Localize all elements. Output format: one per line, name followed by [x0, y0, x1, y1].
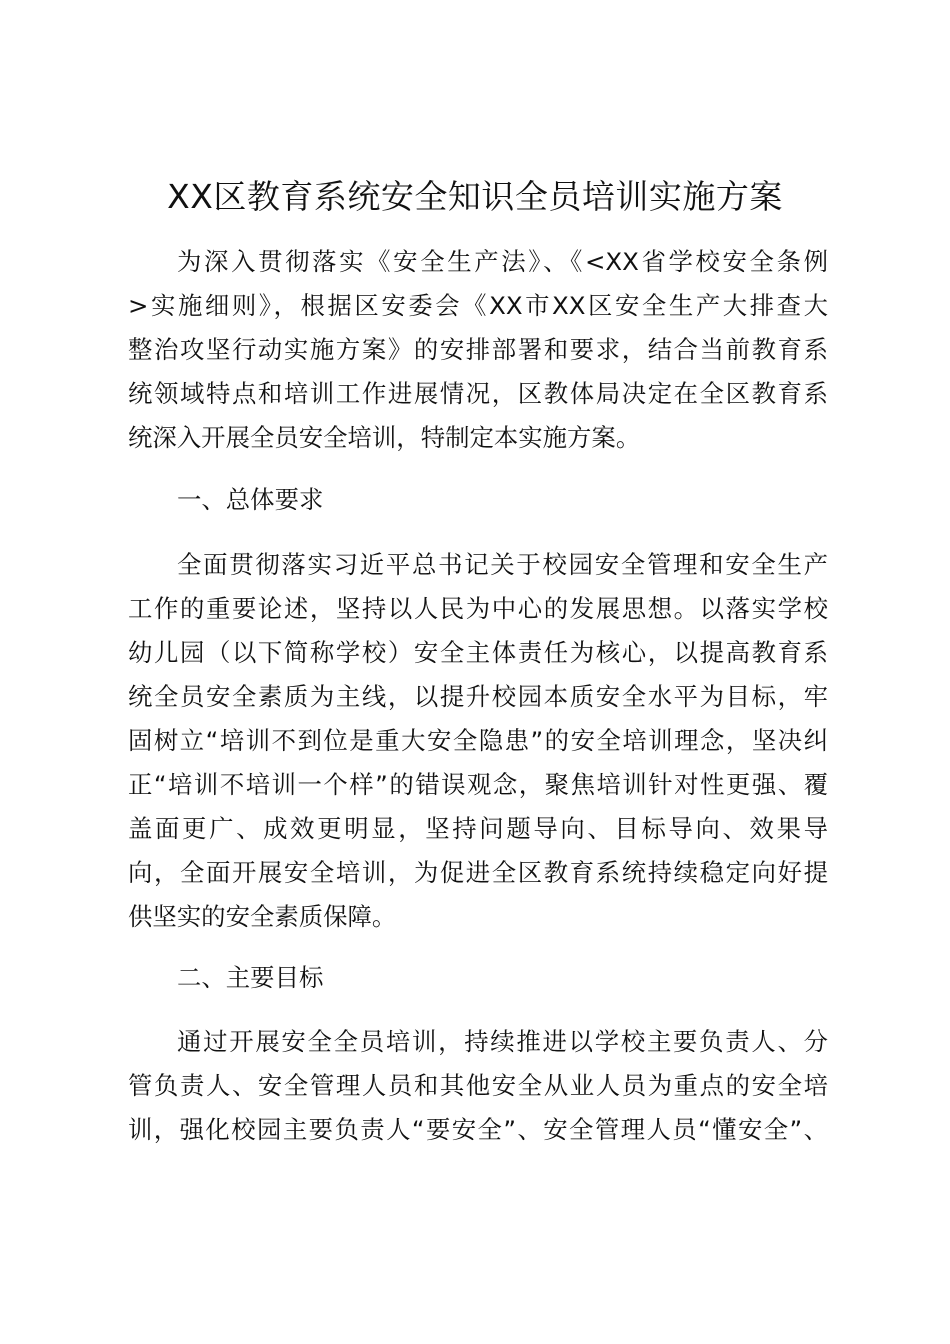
document-title: XX区教育系统安全知识全员培训实施方案 [167, 177, 783, 216]
section-heading-main-goals: 二、主要目标 [177, 963, 324, 992]
paragraph-line: 训，强化校园主要负责人“要安全”、安全管理人员“懂安全”、 [128, 1115, 828, 1144]
paragraph-line: 盖面更广、成效更明显，坚持问题导向、目标导向、效果导 [128, 814, 828, 843]
paragraph-line: 整治攻坚行动实施方案》的安排部署和要求，结合当前教育系 [128, 335, 828, 364]
paragraph-line: >实施细则》，根据区安委会《XX市XX区安全生产大排查大 [128, 291, 828, 320]
paragraph-line: 为深入贯彻落实《安全生产法》、《<XX省学校安全条例 [177, 247, 828, 276]
paragraph-line: 统领域特点和培训工作进展情况，区教体局决定在全区教育系 [128, 379, 828, 408]
paragraph-line: 供坚实的安全素质保障。 [128, 902, 397, 931]
paragraph-line: 统深入开展全员安全培训，特制定本实施方案。 [128, 423, 641, 452]
paragraph-line: 幼儿园（以下简称学校）安全主体责任为核心，以提高教育系 [128, 638, 828, 667]
paragraph-line: 管负责人、安全管理人员和其他安全从业人员为重点的安全培 [128, 1071, 828, 1100]
section-heading-general-requirements: 一、总体要求 [177, 485, 324, 514]
paragraph-line: 统全员安全素质为主线，以提升校园本质安全水平为目标，牢 [128, 682, 828, 711]
paragraph-line: 工作的重要论述，坚持以人民为中心的发展思想。以落实学校 [128, 594, 828, 623]
general-requirements-paragraph [128, 543, 828, 939]
paragraph-line: 正“培训不培训一个样”的错误观念，聚焦培训针对性更强、覆 [128, 770, 828, 799]
intro-paragraph [128, 240, 828, 460]
paragraph-line: 固树立“培训不到位是重大安全隐患”的安全培训理念，坚决纠 [128, 726, 828, 755]
paragraph-line: 通过开展安全全员培训，持续推进以学校主要负责人、分 [177, 1027, 828, 1056]
paragraph-line: 全面贯彻落实习近平总书记关于校园安全管理和安全生产 [177, 550, 828, 579]
paragraph-line: 向，全面开展安全培训，为促进全区教育系统持续稳定向好提 [128, 858, 828, 887]
main-goals-paragraph [128, 1020, 828, 1152]
